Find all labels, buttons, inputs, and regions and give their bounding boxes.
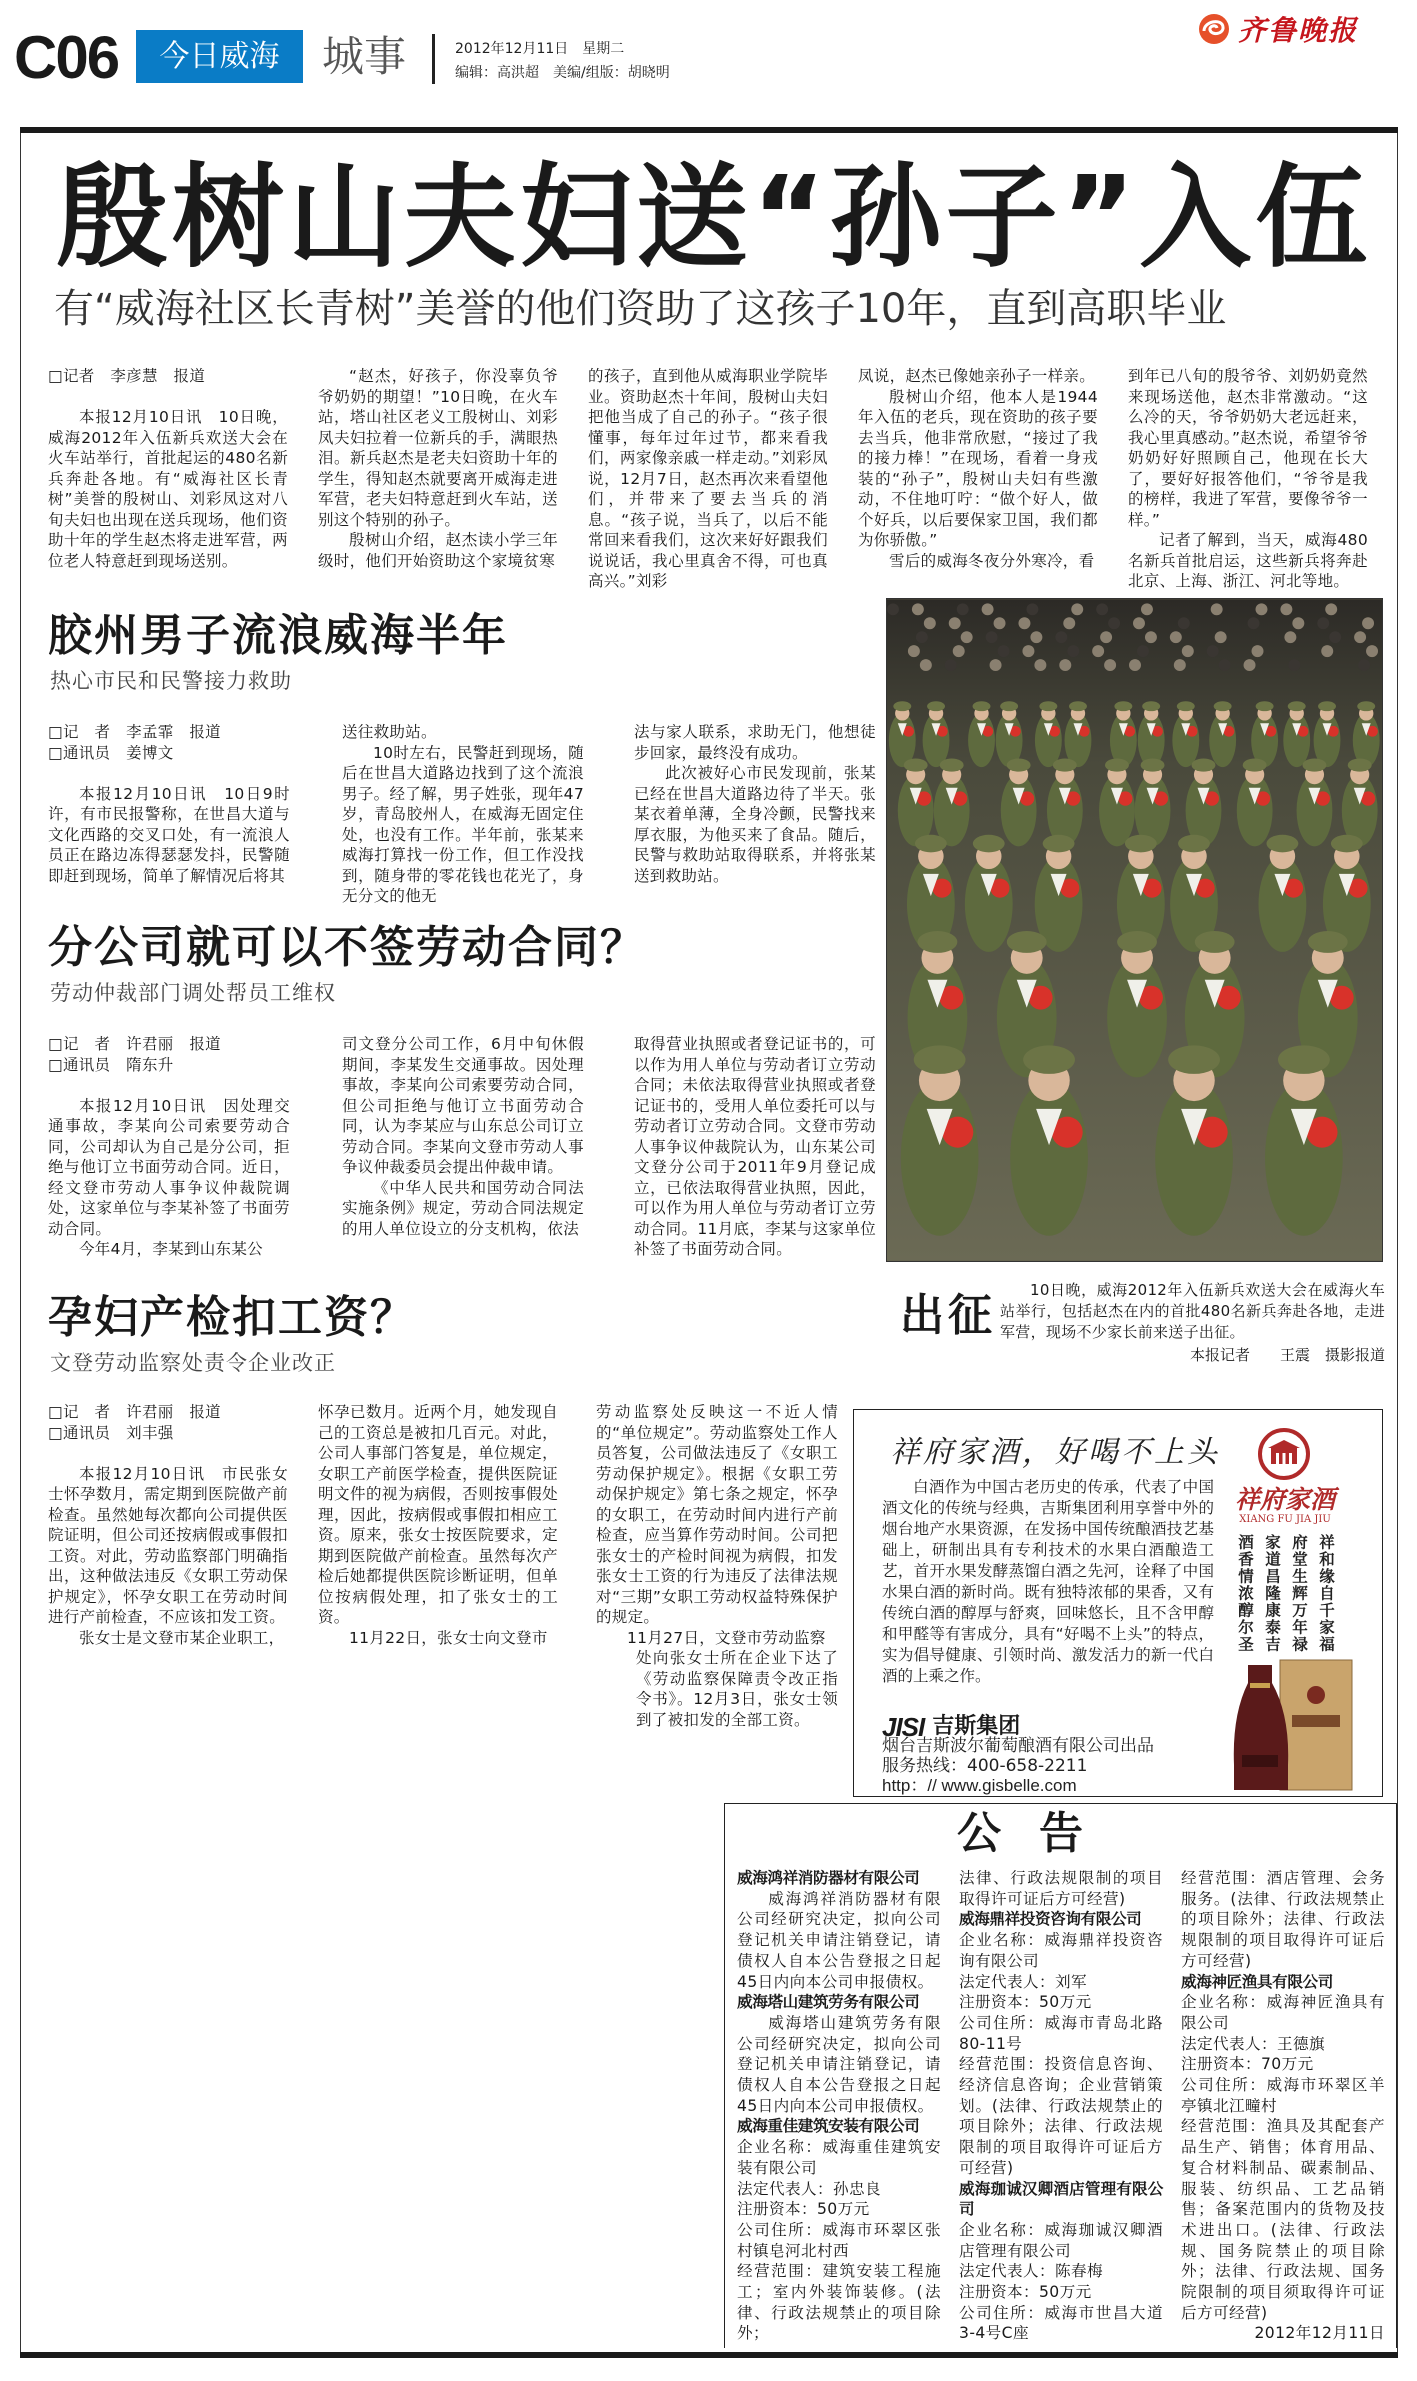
ad-url[interactable]: http：// www.gisbelle.com bbox=[882, 1776, 1077, 1795]
spectator bbox=[1133, 617, 1145, 629]
company-heading: 威海神匠渔具有限公司 bbox=[1181, 1972, 1333, 1991]
soldier-body bbox=[1099, 775, 1135, 847]
soldier-cap bbox=[1266, 835, 1298, 853]
paragraph: 法律、行政法规限制的项目取得许可证后方可经营) bbox=[959, 1869, 1163, 1908]
spectator bbox=[1362, 617, 1374, 629]
company-heading: 威海重佳建筑安装有限公司 bbox=[737, 2117, 920, 2136]
photo-image bbox=[887, 599, 1382, 1261]
soldier-cap bbox=[1053, 758, 1077, 771]
paragraph: 企业名称：威海重佳建筑安装有限公司 bbox=[737, 2138, 941, 2177]
spectator bbox=[1219, 659, 1231, 671]
spectator bbox=[1030, 631, 1042, 643]
ad-body: 白酒作为中国古老历史的传承，代表了中国酒文化的传统与经典，吉斯集团利用享誉中外的烟台地产水果资源，在发扬中国传统酿酒技艺基础上，研制出具有专利技术的水果白酒酿造工艺，首开水果发酵蒸馏白酒之先河，诠释了中国水果白酒的新时尚。既有独特浓郁的果香，又有传统白酒的醇厚与舒爽，回味悠长，且不含甲醇和甲醛等有害成分，具有“好喝不上头”的特点，实为倡导健康、引领时尚、激发活力的新一代白酒的上乘之作。 bbox=[882, 1478, 1214, 1685]
poem-line: 祥和缘自千家福 bbox=[1317, 1534, 1336, 1653]
spectator bbox=[1366, 645, 1378, 657]
paragraph: 的孩子，直到他从威海职业学院毕业。资助赵杰十年间，殷树山夫妇把他当成了自己的孙子。“孩子很懂事，每年过年过节，都来看我们，两家像亲戚一样走动。”刘彩凤说，12月7日，赵杰再次来看望他们，并带来了要去当兵的消息。“孩子说，当兵了，以后不能常回来看我们，这次来好好跟我们说说话，我心里真舍不得，可也真高兴。”刘彩 bbox=[588, 367, 828, 590]
spectator bbox=[1292, 617, 1304, 629]
paragraph: 殷树山介绍，赵杰读小学三年级时，他们开始资助这个家境贫寒 bbox=[318, 531, 558, 570]
paragraph: 凤说，赵杰已像她亲孙子一样亲。 bbox=[858, 367, 1096, 385]
paragraph: 注册资本：50万元 bbox=[959, 1993, 1092, 2012]
soldier-body bbox=[934, 775, 970, 847]
spectator bbox=[1325, 603, 1337, 615]
byline: □记者 李彦慧 报道 bbox=[48, 367, 206, 385]
soldier-cap bbox=[1308, 931, 1348, 953]
soldier-body bbox=[1155, 1080, 1233, 1235]
spectator bbox=[1284, 631, 1296, 643]
paragraph: 10时左右，民警赶到现场，随后在世昌大道路边找到了这个流浪男子。经了解，男子姓张，现年47岁，青岛胶州人，在威海无固定住处，也没有工作。半年前，张某来威海打算找一份工作，但工作没找到，随身带的零花钱也花光了，身无分文的他无 bbox=[342, 743, 584, 905]
lead-column-3 bbox=[588, 366, 828, 592]
spectator bbox=[908, 645, 920, 657]
paragraph: 司文登分公司工作，6月中旬休假期间，李某发生交通事故。因处理事故，李某向公司索要劳动合同，但公司拒绝与他订立书面劳动合同，认为李某应与山东总公司订立劳动合同。李某向文登市劳动人事争议仲裁委员会提出仲裁申请。 bbox=[342, 1035, 584, 1176]
paragraph: 威海塔山建筑劳务有限公司经研究决定，拟向公司登记机关申请注销登记，请债权人自本公告登报之日起45日内向本公司申报债权。 bbox=[737, 2013, 941, 2115]
divider bbox=[432, 34, 435, 84]
bottom-rule bbox=[20, 2352, 1398, 2358]
paragraph: 《中华人民共和国劳动合同法实施条例》规定，劳动合同法规定的用人单位设立的分支机构，依法 bbox=[342, 1178, 584, 1238]
soldier-cap bbox=[940, 758, 964, 771]
brand-seal-icon bbox=[1258, 1428, 1310, 1480]
ad-hotline: 服务热线：400-658-2211 bbox=[882, 1756, 1088, 1776]
ad-slogan: 祥府家酒，好喝不上头 bbox=[890, 1435, 1220, 1470]
soldier-cap bbox=[1243, 758, 1267, 771]
soldier-body bbox=[1172, 713, 1199, 767]
story4-column-3 bbox=[596, 1402, 838, 1730]
paragraph: 11月27日，文登市劳动监察 bbox=[627, 1628, 826, 1647]
product-name: 祥府家酒 bbox=[1234, 1485, 1335, 1514]
poem-line: 家道昌隆康泰吉 bbox=[1263, 1534, 1282, 1653]
soldier-cap bbox=[1278, 1045, 1330, 1073]
story4-column-3-body bbox=[596, 1402, 838, 1648]
paragraph: 记者了解到，当天，威海480名新兵首批启运，这些新兵将奔赴北京、上海、浙江、河北等地。 bbox=[1128, 531, 1368, 590]
issue-date: 2012年12月11日 星期二 bbox=[455, 41, 625, 57]
spectator bbox=[945, 659, 957, 671]
spectator bbox=[1034, 659, 1046, 671]
spectator bbox=[1358, 659, 1370, 671]
public-notice bbox=[724, 1803, 1397, 2348]
spectator bbox=[953, 645, 965, 657]
spectator bbox=[1137, 645, 1149, 657]
soldier-body bbox=[968, 713, 995, 767]
soldier-cap bbox=[1114, 701, 1132, 711]
paragraph: 送往救助站。 bbox=[342, 723, 437, 741]
soldier-cap bbox=[1256, 701, 1274, 711]
paragraph: 今年4月，李某到山东某公 bbox=[79, 1240, 263, 1258]
group-name: 吉斯集团 bbox=[932, 1714, 1021, 1739]
spectator bbox=[1178, 617, 1190, 629]
paragraph: 注册资本：50万元 bbox=[737, 2200, 870, 2219]
byline: □通讯员 隋东升 bbox=[48, 1055, 174, 1074]
soldier-body bbox=[965, 856, 1013, 952]
spectator bbox=[1280, 603, 1292, 615]
spectator bbox=[1063, 617, 1075, 629]
story2-column-2 bbox=[342, 722, 584, 907]
soldier-cap bbox=[1318, 701, 1336, 711]
notice-column-3-body bbox=[1181, 1868, 1385, 2323]
spectator bbox=[1256, 603, 1268, 615]
spectator bbox=[1211, 603, 1223, 615]
paragraph: 本报12月10日讯 10日9时许，有市民报警称，在世昌大道与文化西路的交叉口处，有一流浪人员正在路边冻得瑟瑟发抖，民警随即赶到现场，简单了解情况后将其 bbox=[48, 784, 290, 885]
soldier-cap bbox=[1303, 758, 1327, 771]
soldier-cap bbox=[1214, 701, 1232, 711]
story2-column-1 bbox=[48, 722, 290, 886]
soldier-body bbox=[901, 1080, 979, 1235]
paragraph: 企业名称：威海珈诚汉卿酒店管理有限公司 bbox=[959, 2220, 1163, 2260]
byline: □记 者 许君丽 报道 bbox=[48, 1035, 221, 1053]
paragraph: 公司住所：威海市世昌大道3-4号C座 bbox=[959, 2303, 1163, 2343]
soldier-cap bbox=[1039, 701, 1057, 711]
paragraph: 经营范围：酒店管理、会务服务。(法律、行政法规禁止的项目除外；法律、行政法规限制的项目取得许可证后方可经营) bbox=[1181, 1869, 1385, 1970]
spectator bbox=[1129, 659, 1141, 671]
ad-company: 烟台吉斯波尔葡萄酿酒有限公司出品 bbox=[882, 1736, 1154, 1756]
soldier-body bbox=[1010, 1080, 1088, 1235]
story3-column-2 bbox=[342, 1034, 584, 1239]
newspaper-logo bbox=[1196, 10, 1396, 48]
spectator bbox=[998, 645, 1010, 657]
byline: □记 者 李孟霏 报道 bbox=[48, 723, 221, 741]
section-label: 今日威海 bbox=[136, 30, 303, 83]
soldier-body bbox=[1283, 713, 1310, 767]
logo-text: 齐鲁晚报 bbox=[1238, 14, 1359, 47]
soldier-cap bbox=[918, 931, 958, 953]
soldier-body bbox=[1297, 775, 1333, 847]
story2-column-3 bbox=[634, 722, 876, 886]
spectator bbox=[961, 631, 973, 643]
paragraph: 经营范围：渔具及其配套产品生产、销售；体育用品、复合材料制品、碳素制品、服装、纺织品、工艺品销售；备案范围内的货物及技术进出口。(法律、行政法规、国务院禁止的项目除外；法律、行政法规、国务院限制的项目须取得许可证后方可经营) bbox=[1181, 2117, 1385, 2322]
paragraph: 法定代表人：刘军 bbox=[959, 1972, 1087, 1991]
spectator bbox=[986, 631, 998, 643]
spectator bbox=[1104, 659, 1116, 671]
soldier-cap bbox=[1125, 835, 1157, 853]
soldier-body bbox=[1001, 775, 1037, 847]
paragraph: 本报12月10日讯 因处理交通事故，李某向公司索要劳动合同，公司却认为自己是分公司，拒绝与他订立书面劳动合同。近日，经文登市劳动人事争议仲裁院调处，这家单位与李某补签了书面劳动合同。 bbox=[48, 1096, 290, 1238]
soldier-body bbox=[923, 713, 950, 767]
spectator bbox=[1288, 659, 1300, 671]
spectator bbox=[949, 617, 961, 629]
spectator bbox=[1244, 659, 1256, 671]
story4-title: 孕妇产检扣工资？ bbox=[48, 1292, 416, 1343]
paragraph: 企业名称：威海鼎祥投资咨询有限公司 bbox=[959, 1931, 1163, 1970]
byline: □通讯员 姜博文 bbox=[48, 743, 174, 762]
spectator bbox=[1215, 631, 1227, 643]
spectator bbox=[1252, 645, 1264, 657]
soldier-cap bbox=[1043, 835, 1075, 853]
soldier-cap bbox=[914, 1045, 966, 1073]
paragraph: “赵杰，好孩子，你没辜负爷爷奶奶的期望！”10日晚，在火车站，塔山社区老义工殷树山、刘彩凤夫妇拉着一位新兵的手，满眼热泪。新兵赵杰是老夫妇资助十年的学生，得知赵杰就要离开威海走进军营，老夫妇特意赶到火车站，送别这个特别的孙子。 bbox=[318, 367, 558, 529]
soldier-cap bbox=[1331, 835, 1363, 853]
soldier-cap bbox=[1117, 931, 1157, 953]
spectator bbox=[1018, 617, 1030, 629]
paragraph: 张女士是文登市某企业职工， bbox=[79, 1628, 285, 1647]
story3-column-3 bbox=[634, 1034, 876, 1260]
photo-credit: 本报记者 王震 摄影报道 bbox=[1189, 1346, 1385, 1364]
soldier-body bbox=[1035, 713, 1062, 767]
soldier-body bbox=[1107, 958, 1167, 1078]
spectator bbox=[994, 617, 1006, 629]
paragraph: 注册资本：70万元 bbox=[1181, 2055, 1314, 2074]
spectator bbox=[982, 603, 994, 615]
spectator bbox=[1329, 631, 1341, 643]
spectator bbox=[924, 617, 936, 629]
spectator bbox=[990, 659, 1002, 671]
spectator bbox=[1207, 645, 1219, 657]
spectator bbox=[1096, 603, 1108, 615]
story2-title: 胶州男子流浪威海半年 bbox=[48, 610, 508, 661]
spectator bbox=[1145, 631, 1157, 643]
spectator bbox=[1108, 617, 1120, 629]
soldier-cap bbox=[1069, 701, 1087, 711]
paragraph: 本报12月10日讯 10日晚，威海2012年入伍新兵欢送大会在火车站举行，首批起运的480名新兵奔赴各地。有“威海社区长青树”美誉的殷树山、刘彩凤这对八旬夫妇也出现在送兵现场，他们资助十年的学生赵杰将走进军营，两位老人特意赶到现场送别。 bbox=[48, 408, 288, 570]
paragraph: 到年已八旬的殷爷爷、刘奶奶竟然来现场送他，赵杰非常激动。“这么冷的天，爷爷奶奶大老远赶来，我心里真感动。”赵杰说，希望爷爷奶奶好好照顾自己，他现在长大了，要好好报答他们，“爷爷是我的榜样，我进了军营，要像爷爷一样。” bbox=[1128, 367, 1368, 529]
lead-column-2 bbox=[318, 366, 558, 571]
soldier-cap bbox=[1195, 931, 1235, 953]
soldier-cap bbox=[1000, 701, 1018, 711]
paragraph: 法定代表人：孙忠良 bbox=[737, 2179, 881, 2198]
story3-title: 分公司就可以不签劳动合同？ bbox=[48, 922, 646, 973]
lead-headline: 殷树山夫妇送“孙子”入伍 bbox=[56, 153, 1372, 283]
paragraph: 公司住所：威海市环翠区羊亭镇北江疃村 bbox=[1181, 2076, 1385, 2115]
paragraph: 经营范围：建筑安装工程施工；室内外装饰装修。(法律、行政法规禁止的项目除外； bbox=[737, 2262, 941, 2343]
poem-line: 府堂生辉万年禄 bbox=[1290, 1534, 1309, 1653]
spectator bbox=[887, 603, 899, 615]
soldiers-photo bbox=[886, 598, 1383, 1262]
paragraph: 11月22日，张女士向文登市 bbox=[349, 1628, 548, 1647]
paragraph: 企业名称：威海神匠渔具有限公司 bbox=[1181, 1993, 1385, 2032]
soldier-cap bbox=[1141, 758, 1165, 771]
soldier-cap bbox=[973, 835, 1005, 853]
company-heading: 威海珈诚汉卿酒店管理有限公司 bbox=[959, 2179, 1163, 2219]
poem-line: 酒香情浓醇尔圣 bbox=[1236, 1534, 1255, 1653]
soldier-cap bbox=[1023, 1045, 1075, 1073]
paragraph: 法定代表人：陈春梅 bbox=[959, 2262, 1103, 2281]
notice-column-3 bbox=[1181, 1868, 1385, 2344]
notice-date: 2012年12月11日 bbox=[1254, 2324, 1385, 2343]
liquor-advertisement bbox=[853, 1409, 1383, 1797]
soldier-cap bbox=[893, 701, 911, 711]
soldier-cap bbox=[1142, 701, 1160, 711]
editors: 编辑：高洪超 美编/组版：胡晓明 bbox=[455, 65, 670, 81]
soldier-cap bbox=[1168, 1045, 1220, 1073]
bottle-image bbox=[1230, 1655, 1360, 1795]
company-heading: 威海鸿祥消防器材有限公司 bbox=[737, 1869, 920, 1887]
soldier-cap bbox=[1288, 701, 1306, 711]
spectator bbox=[1067, 645, 1079, 657]
paragraph: 殷树山介绍，他本人是1944年入伍的老兵，现在资助的孩子要去当兵，他非常欣慰，“接过了我的接力棒！”在现场，看着一身戎装的“孙子”，殷树山夫妇有些激动，不住地叮咛：“做个好人，做个好兵，以后要保家卫国，我们都为你骄傲。” bbox=[858, 387, 1098, 549]
product-pinyin: XIANG FU JIA JIU bbox=[1239, 1514, 1331, 1525]
notice-column-2 bbox=[959, 1868, 1163, 2344]
paragraph: 法定代表人：王德旗 bbox=[1181, 2034, 1325, 2053]
spectator bbox=[912, 603, 924, 615]
soldier-body bbox=[1237, 775, 1273, 847]
spectator bbox=[1059, 659, 1071, 671]
paragraph: 法与家人联系，求助无门，他想徒步回家，最终没有成功。 bbox=[634, 723, 876, 762]
spectator bbox=[1174, 659, 1186, 671]
spectator bbox=[1248, 617, 1260, 629]
photo-caption: 10日晚，威海2012年入伍新兵欢送大会在威海火车站举行，包括赵杰在内的首批480名新兵奔赴各地，走进军营，现场不少家长前来送子出征。 bbox=[1000, 1281, 1385, 1341]
photo-caption-title: 出征 bbox=[900, 1290, 996, 1341]
spectator bbox=[1055, 631, 1067, 643]
paragraph: 怀孕已数月。近两个月，她发现自己的工资总是被扣几百元。对此，公司人事部门答复是，单位规定，女职工产前医学检查，提供医院证明文件的视为病假，否则按事假处理，因此，按病假或事假扣相应工资。原来，张女士按医院要求，定期到医院做产前检查。虽然每次产检后她都提供医院诊断证明，但单位按病假处理，扣了张女士的工资。 bbox=[318, 1403, 558, 1626]
soldier-body bbox=[1259, 856, 1307, 952]
spectator bbox=[1354, 631, 1366, 643]
spectator bbox=[1071, 603, 1083, 615]
paragraph: 此次被好心市民发现前，张某已经在世昌大道路边待了半天。张某衣着单薄，全身冷颤，民警找来厚衣服，为他买来了食品。随后，民警与救助站取得联系，并将张某送到救助站。 bbox=[634, 764, 876, 885]
logo-swirl-icon bbox=[1196, 12, 1232, 46]
lead-column-4 bbox=[858, 366, 1098, 571]
soldier-cap bbox=[927, 701, 945, 711]
paragraph: 经营范围：投资信息咨询、经济信息咨询；企业营销策划。(法律、行政法规禁止的项目除外；法律、行政法规限制的项目取得许可证后方可经营) bbox=[959, 2055, 1163, 2177]
lead-subhead: 有“威海社区长青树”美誉的他们资助了这孩子10年，直到高职毕业 bbox=[54, 286, 1227, 332]
spectator bbox=[1182, 645, 1194, 657]
paragraph: 劳动监察处反映这一不近人情的“单位规定”。劳动监察处工作人员答复，公司做法违反了《女职工劳动保护规定》。根据《女职工劳动保护规定》第七条之规定，怀孕的女职工，在劳动时间内进行产前检查，应当算作劳动时间。公司把张女士的产检时间视为病假，扣发张女士工资的行为违反了法律法规对“三期”女职工劳动权益特殊保护的规定。 bbox=[596, 1403, 838, 1626]
notice-title: 公告 bbox=[957, 1808, 1121, 1859]
spectator bbox=[1022, 645, 1034, 657]
paragraph: 雪后的威海冬夜分外寒冷，看 bbox=[889, 551, 1095, 570]
notice-column-1 bbox=[737, 1868, 941, 2344]
spectator bbox=[1321, 645, 1333, 657]
story4-subtitle: 文登劳动监察处责令企业改正 bbox=[50, 1351, 336, 1375]
story4-column-2 bbox=[318, 1402, 558, 1648]
story4-tail: 处向张女士所在企业下达了《劳动监察保障责令改正指令书》。12月3日，张女士领到了被扣发的全部工资。 bbox=[636, 1649, 838, 1729]
lead-column-1 bbox=[48, 366, 288, 571]
paragraph: 注册资本：50万元 bbox=[959, 2283, 1092, 2302]
story3-subtitle: 劳动仲裁部门调处帮员工维权 bbox=[50, 981, 336, 1005]
spectator bbox=[1100, 631, 1112, 643]
product-poem bbox=[1232, 1534, 1340, 1654]
soldier-body bbox=[1209, 713, 1236, 767]
soldier-cap bbox=[1178, 835, 1210, 853]
page-number: C06 bbox=[14, 24, 119, 91]
spectator bbox=[1170, 631, 1182, 643]
lead-column-5 bbox=[1128, 366, 1368, 592]
story2-subtitle: 热心市民和民警接力救助 bbox=[50, 669, 292, 693]
paragraph: 取得营业执照或者登记证书的，可以作为用人单位与劳动者订立劳动合同；未依法取得营业执照或者登记证书的，受用人单位委托可以与劳动者订立劳动合同。文登市劳动人事争议仲裁院认为，山东某公司文登分公司于2011年9月登记成立，已依法取得营业执照，因此，可以作为用人单位与劳动者订立劳动合同。11月底，李某与这家单位补签了书面劳动合同。 bbox=[634, 1035, 876, 1258]
byline: □通讯员 刘丰强 bbox=[48, 1423, 174, 1442]
spectator bbox=[920, 659, 932, 671]
soldier-cap bbox=[1007, 758, 1031, 771]
soldier-cap bbox=[973, 701, 991, 711]
soldier-cap bbox=[904, 758, 928, 771]
column-label: 城事 bbox=[322, 32, 407, 81]
paragraph: 公司住所：威海市环翠区张村镇皂河北村西 bbox=[737, 2220, 941, 2260]
soldier-body bbox=[1265, 1080, 1343, 1235]
story4-column-1 bbox=[48, 1402, 288, 1648]
soldier-cap bbox=[1177, 701, 1195, 711]
soldier-cap bbox=[1192, 758, 1216, 771]
soldier-cap bbox=[1357, 701, 1375, 711]
soldier-cap bbox=[915, 835, 947, 853]
spectator bbox=[1092, 645, 1104, 657]
soldier-cap bbox=[1105, 758, 1129, 771]
byline: □记 者 许君丽 报道 bbox=[48, 1403, 221, 1421]
paragraph: 本报12月10日讯 市民张女士怀孕数月，需定期到医院做产前检查。虽然她每次都向公司提供医院证明，但公司还按病假或事假扣工资。对此，劳动监察部门明确指出，这种做法违反《女职工劳动保护规定》，怀孕女职工在劳动时间进行产前检查，不应该扣发工资。 bbox=[48, 1464, 288, 1626]
paragraph: 公司住所：威海市青岛北路80-11号 bbox=[959, 2013, 1163, 2053]
spectator bbox=[1317, 617, 1329, 629]
soldier-cap bbox=[1348, 758, 1372, 771]
company-heading: 威海鼎祥投资咨询有限公司 bbox=[959, 1910, 1142, 1929]
story3-column-1 bbox=[48, 1034, 290, 1260]
jisi-logo-mark: JISI bbox=[882, 1712, 925, 1742]
spectator bbox=[957, 603, 969, 615]
spectator bbox=[916, 631, 928, 643]
soldier-cap bbox=[1007, 931, 1047, 953]
spectator bbox=[1141, 603, 1153, 615]
company-heading: 威海塔山建筑劳务有限公司 bbox=[737, 1993, 920, 2012]
paragraph: 威海鸿祥消防器材有限公司经研究决定，拟向公司登记机关申请注销登记，请债权人自本公告登报之日起45日内向本公司申报债权。 bbox=[737, 1889, 941, 1991]
spectator bbox=[1026, 603, 1038, 615]
